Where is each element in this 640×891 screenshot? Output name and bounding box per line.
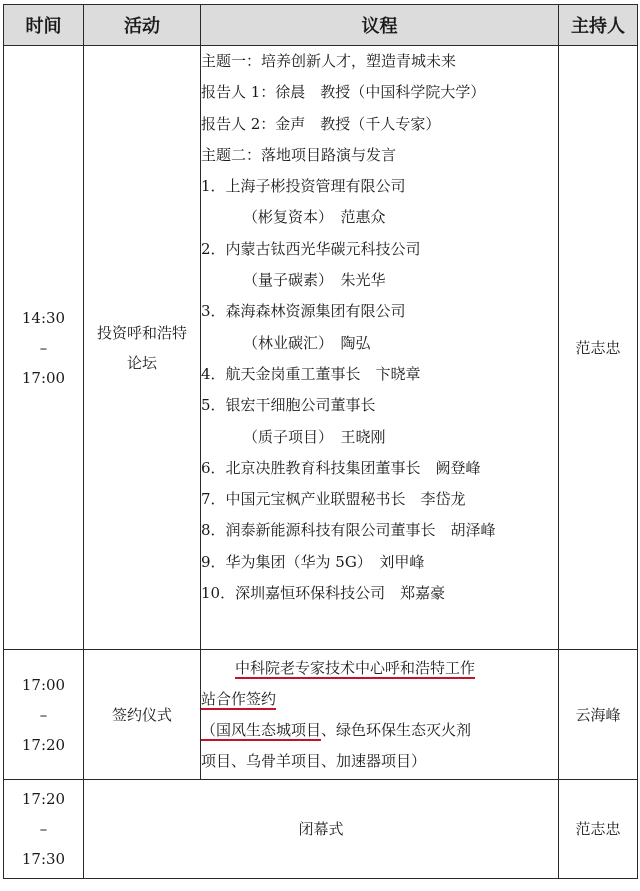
signing-time [4, 650, 84, 780]
theme2-title: 主题二：落地项目路演与发言 [201, 145, 397, 164]
forum-agenda [201, 46, 559, 650]
header-time: 时间 [4, 5, 84, 46]
list-item: 4．航天金岗重工董事长 卞晓章 [201, 364, 421, 383]
time-end: 17:20 [21, 735, 66, 754]
activity-line: 论坛 [126, 353, 157, 372]
header-activity: 活动 [84, 5, 201, 46]
list-item: （质子项目） 王晓刚 [243, 427, 386, 446]
theme1-block [201, 46, 558, 140]
list-item: 9．华为集团（华为 5G） 刘甲峰 [201, 552, 425, 571]
time-end: 17:00 [21, 368, 66, 387]
time-end: 17:30 [21, 850, 66, 868]
signing-activity: 签约仪式 [84, 650, 201, 780]
list-item: （林业碳汇） 陶弘 [243, 333, 371, 352]
time-dash: – [39, 338, 48, 357]
header-host: 主持人 [559, 5, 638, 46]
signing-line-1: 中科院老专家技术中心呼和浩特工作 [235, 658, 476, 677]
list-item: 8．润泰新能源科技有限公司董事长 胡泽峰 [201, 521, 496, 540]
closing-host: 范志忠 [559, 780, 638, 879]
list-item: 1．上海子彬投资管理有限公司 [201, 177, 406, 196]
list-item: （量子碳素） 朱光华 [243, 271, 386, 290]
signing-line-3-rest: 、绿色环保生态灭火剂 [321, 720, 472, 739]
forum-row [4, 46, 638, 650]
list-item: 7．中国元宝枫产业联盟秘书长 李岱龙 [201, 490, 466, 509]
time-start: 17:20 [21, 790, 66, 808]
signing-line-2: 站合作签约 [201, 689, 277, 708]
time-start: 17:00 [21, 675, 66, 694]
theme1-title: 主题一：培养创新人才，塑造青城未来 [201, 52, 457, 70]
agenda-table [3, 4, 638, 879]
list-item: 2．内蒙古钛西光华碳元科技公司 [201, 239, 421, 258]
list-item: 6．北京决胜教育科技集团董事长 阙登峰 [201, 458, 481, 477]
signing-host: 云海峰 [559, 650, 638, 780]
speaker-2: 报告人 2：金声 教授（千人专家） [201, 114, 441, 133]
list-item: 10．深圳嘉恒环保科技公司 郑嘉豪 [201, 584, 446, 603]
forum-time [4, 46, 84, 650]
list-item: 5．银宏干细胞公司董事长 [201, 396, 376, 415]
closing-activity: 闭幕式 [84, 780, 559, 879]
activity-line: 投资呼和浩特 [96, 323, 187, 342]
list-item: 3．森海森林资源集团有限公司 [201, 302, 406, 321]
list-item: （彬复资本） 范惠众 [243, 208, 386, 227]
forum-host: 范志忠 [559, 46, 638, 650]
signing-line-3-underlined: （国风生态城项目 [201, 720, 322, 739]
closing-row [4, 780, 638, 879]
header-row [4, 5, 638, 46]
signing-agenda [201, 650, 559, 780]
closing-time [4, 780, 84, 879]
time-start: 14:30 [21, 308, 66, 327]
forum-activity [84, 46, 201, 650]
header-agenda: 议程 [201, 5, 559, 46]
signing-row [4, 650, 638, 780]
time-dash: – [39, 705, 48, 724]
forum-agenda-inner [201, 46, 558, 609]
signing-line-4: 项目、乌骨羊项目、加速器项目） [201, 751, 427, 770]
time-dash: – [39, 820, 48, 838]
theme2-block [201, 140, 558, 609]
speaker-1: 报告人 1：徐晨 教授（中国科学院大学） [201, 83, 486, 102]
